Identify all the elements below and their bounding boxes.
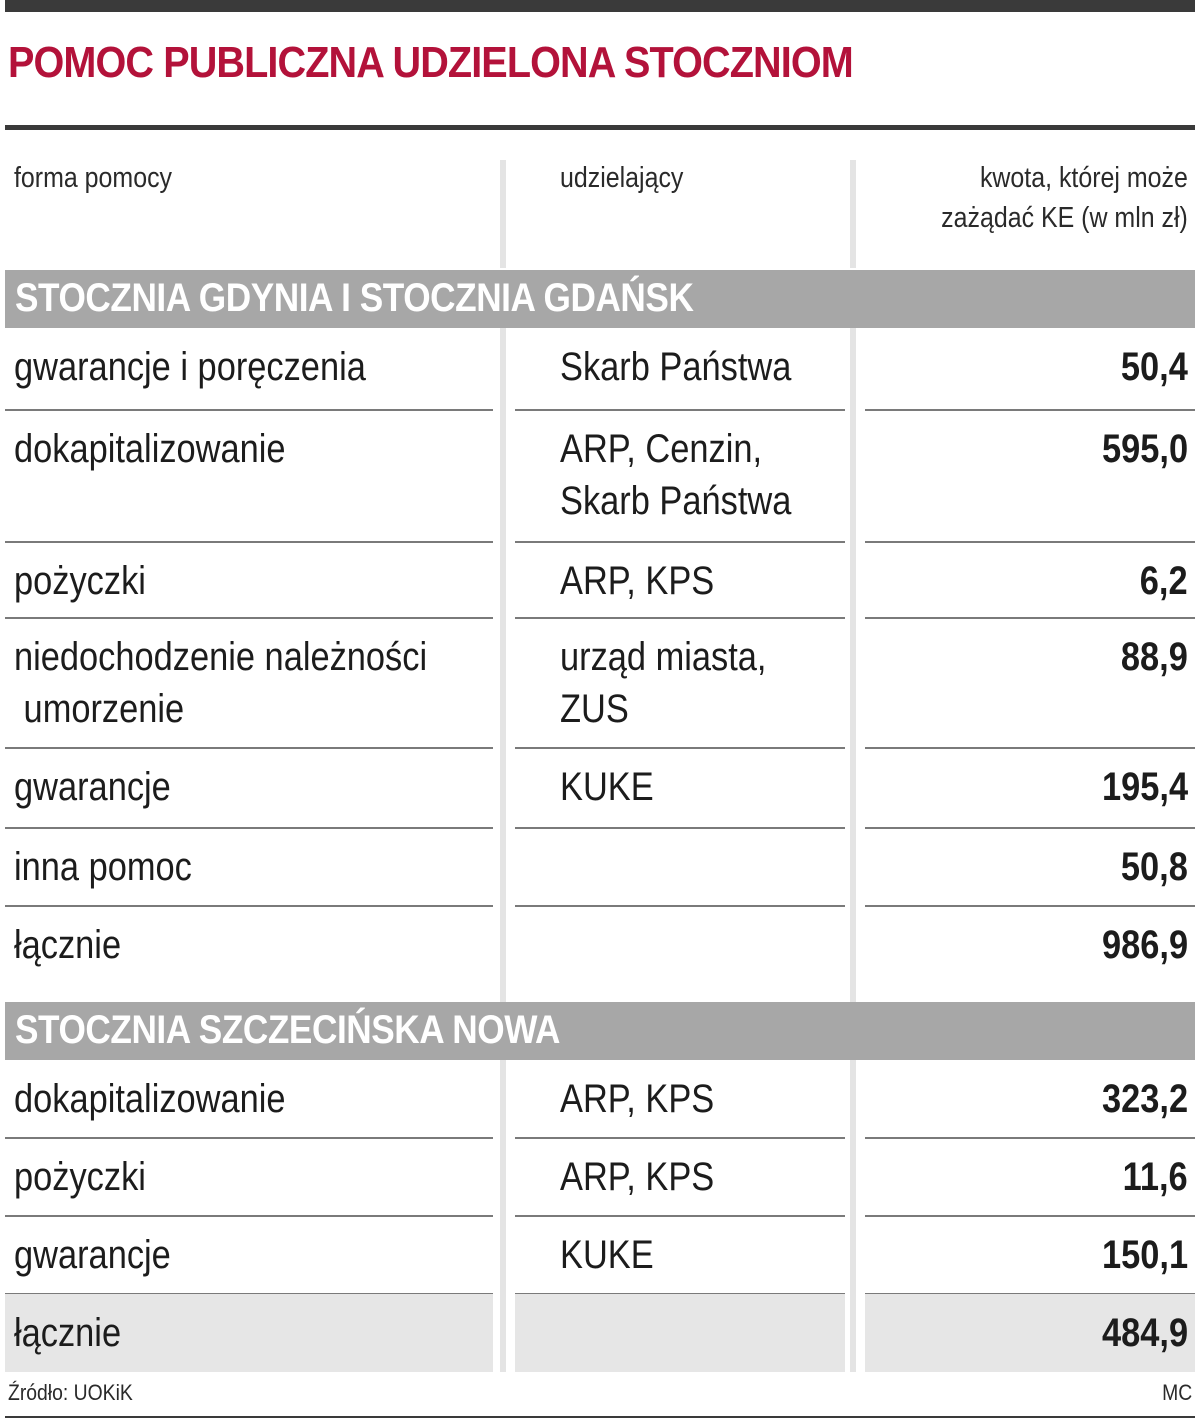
cell-amount: 150,1 — [1101, 1233, 1188, 1277]
cell-form — [14, 341, 366, 393]
cell-form-line: niedochodzenie należności — [14, 635, 428, 679]
column-separator — [850, 328, 856, 1002]
table-row-total — [0, 906, 1200, 1002]
cell-form — [14, 1229, 171, 1281]
column-header-amount-line-2: zażądać KE (w mln zł) — [941, 202, 1188, 234]
cell-form — [14, 1073, 286, 1125]
cell-form-line: dokapitalizowanie — [14, 427, 286, 471]
section-title: STOCZNIA SZCZECIŃSKA NOWA — [15, 1008, 561, 1052]
cell-giver-line: ARP, KPS — [560, 1155, 715, 1199]
cell-giver — [560, 423, 791, 527]
title-rule — [5, 125, 1195, 130]
cell-form-line: łącznie — [14, 1311, 122, 1355]
cell-giver-line: ZUS — [560, 687, 629, 731]
cell-giver — [560, 555, 714, 607]
column-separator — [500, 1060, 506, 1372]
cell-form-line: gwarancje — [14, 765, 171, 809]
cell-form — [14, 631, 427, 735]
cell-giver — [560, 1229, 654, 1281]
cell-giver — [560, 761, 654, 813]
cell-giver — [560, 1073, 714, 1125]
cell-giver-line: Skarb Państwa — [560, 479, 792, 523]
table-row — [0, 618, 1200, 748]
cell-form-line: pożyczki — [14, 559, 146, 603]
cell-giver — [560, 341, 791, 393]
column-header-amount — [941, 158, 1188, 238]
table-row — [0, 1060, 1200, 1138]
credit-note: MC — [1161, 1380, 1192, 1405]
cell-background — [515, 1294, 845, 1372]
cell-amount: 50,8 — [1121, 845, 1188, 889]
section-title: STOCZNIA GDYNIA I STOCZNIA GDAŃSK — [15, 276, 694, 320]
cell-giver-line: ARP, KPS — [560, 1077, 715, 1121]
cell-form-line: dokapitalizowanie — [14, 1077, 286, 1121]
cell-giver-line: urząd miasta, — [560, 635, 767, 679]
cell-amount: 50,4 — [1121, 345, 1188, 389]
top-rule — [5, 0, 1195, 12]
cell-amount: 986,9 — [1101, 923, 1188, 967]
header-separator-2 — [850, 160, 856, 268]
cell-form — [14, 1307, 121, 1359]
section-header — [5, 1002, 1195, 1060]
cell-amount: 195,4 — [1101, 765, 1188, 809]
column-header-giver: udzielający — [560, 162, 684, 194]
cell-giver — [560, 1151, 714, 1203]
cell-form — [14, 1151, 146, 1203]
cell-amount: 6,2 — [1140, 559, 1188, 603]
bottom-rule — [5, 1416, 1195, 1418]
header-separator-1 — [500, 160, 506, 268]
chart-title: POMOC PUBLICZNA UDZIELONA STOCZNIOM — [8, 38, 853, 87]
column-separator — [500, 328, 506, 1002]
cell-giver-line: KUKE — [560, 765, 654, 809]
cell-amount: 11,6 — [1122, 1155, 1188, 1199]
table-row — [0, 328, 1200, 410]
table-row — [0, 828, 1200, 906]
column-header-amount-line-1: kwota, której może — [980, 162, 1188, 194]
cell-form — [14, 423, 286, 475]
cell-amount: 88,9 — [1121, 635, 1188, 679]
table-row — [0, 1138, 1200, 1216]
cell-form-line: gwarancje — [14, 1233, 171, 1277]
cell-form — [14, 555, 146, 607]
cell-giver-line: ARP, KPS — [560, 559, 715, 603]
cell-form — [14, 841, 192, 893]
cell-giver-line: ARP, Cenzin, — [560, 427, 763, 471]
cell-background — [515, 828, 845, 906]
cell-background — [515, 906, 845, 1002]
cell-form — [14, 761, 171, 813]
table-row — [0, 542, 1200, 618]
cell-amount: 323,2 — [1101, 1077, 1188, 1121]
table-row — [0, 1216, 1200, 1294]
table-row — [0, 410, 1200, 542]
cell-form-line: umorzenie — [14, 687, 185, 731]
table-row-total — [0, 1294, 1200, 1372]
cell-giver-line: Skarb Państwa — [560, 345, 792, 389]
cell-amount: 484,9 — [1101, 1311, 1188, 1355]
section-header — [5, 270, 1195, 328]
column-separator — [850, 1060, 856, 1372]
cell-amount: 595,0 — [1101, 427, 1188, 471]
table-row — [0, 748, 1200, 828]
cell-giver-line: KUKE — [560, 1233, 654, 1277]
cell-giver — [560, 631, 766, 735]
source-note: Źródło: UOKiK — [8, 1380, 133, 1405]
cell-form-line: gwarancje i poręczenia — [14, 345, 366, 389]
column-header-form: forma pomocy — [14, 162, 173, 194]
cell-form-line: łącznie — [14, 923, 122, 967]
cell-form — [14, 919, 121, 971]
cell-form-line: inna pomoc — [14, 845, 192, 889]
cell-form-line: pożyczki — [14, 1155, 146, 1199]
